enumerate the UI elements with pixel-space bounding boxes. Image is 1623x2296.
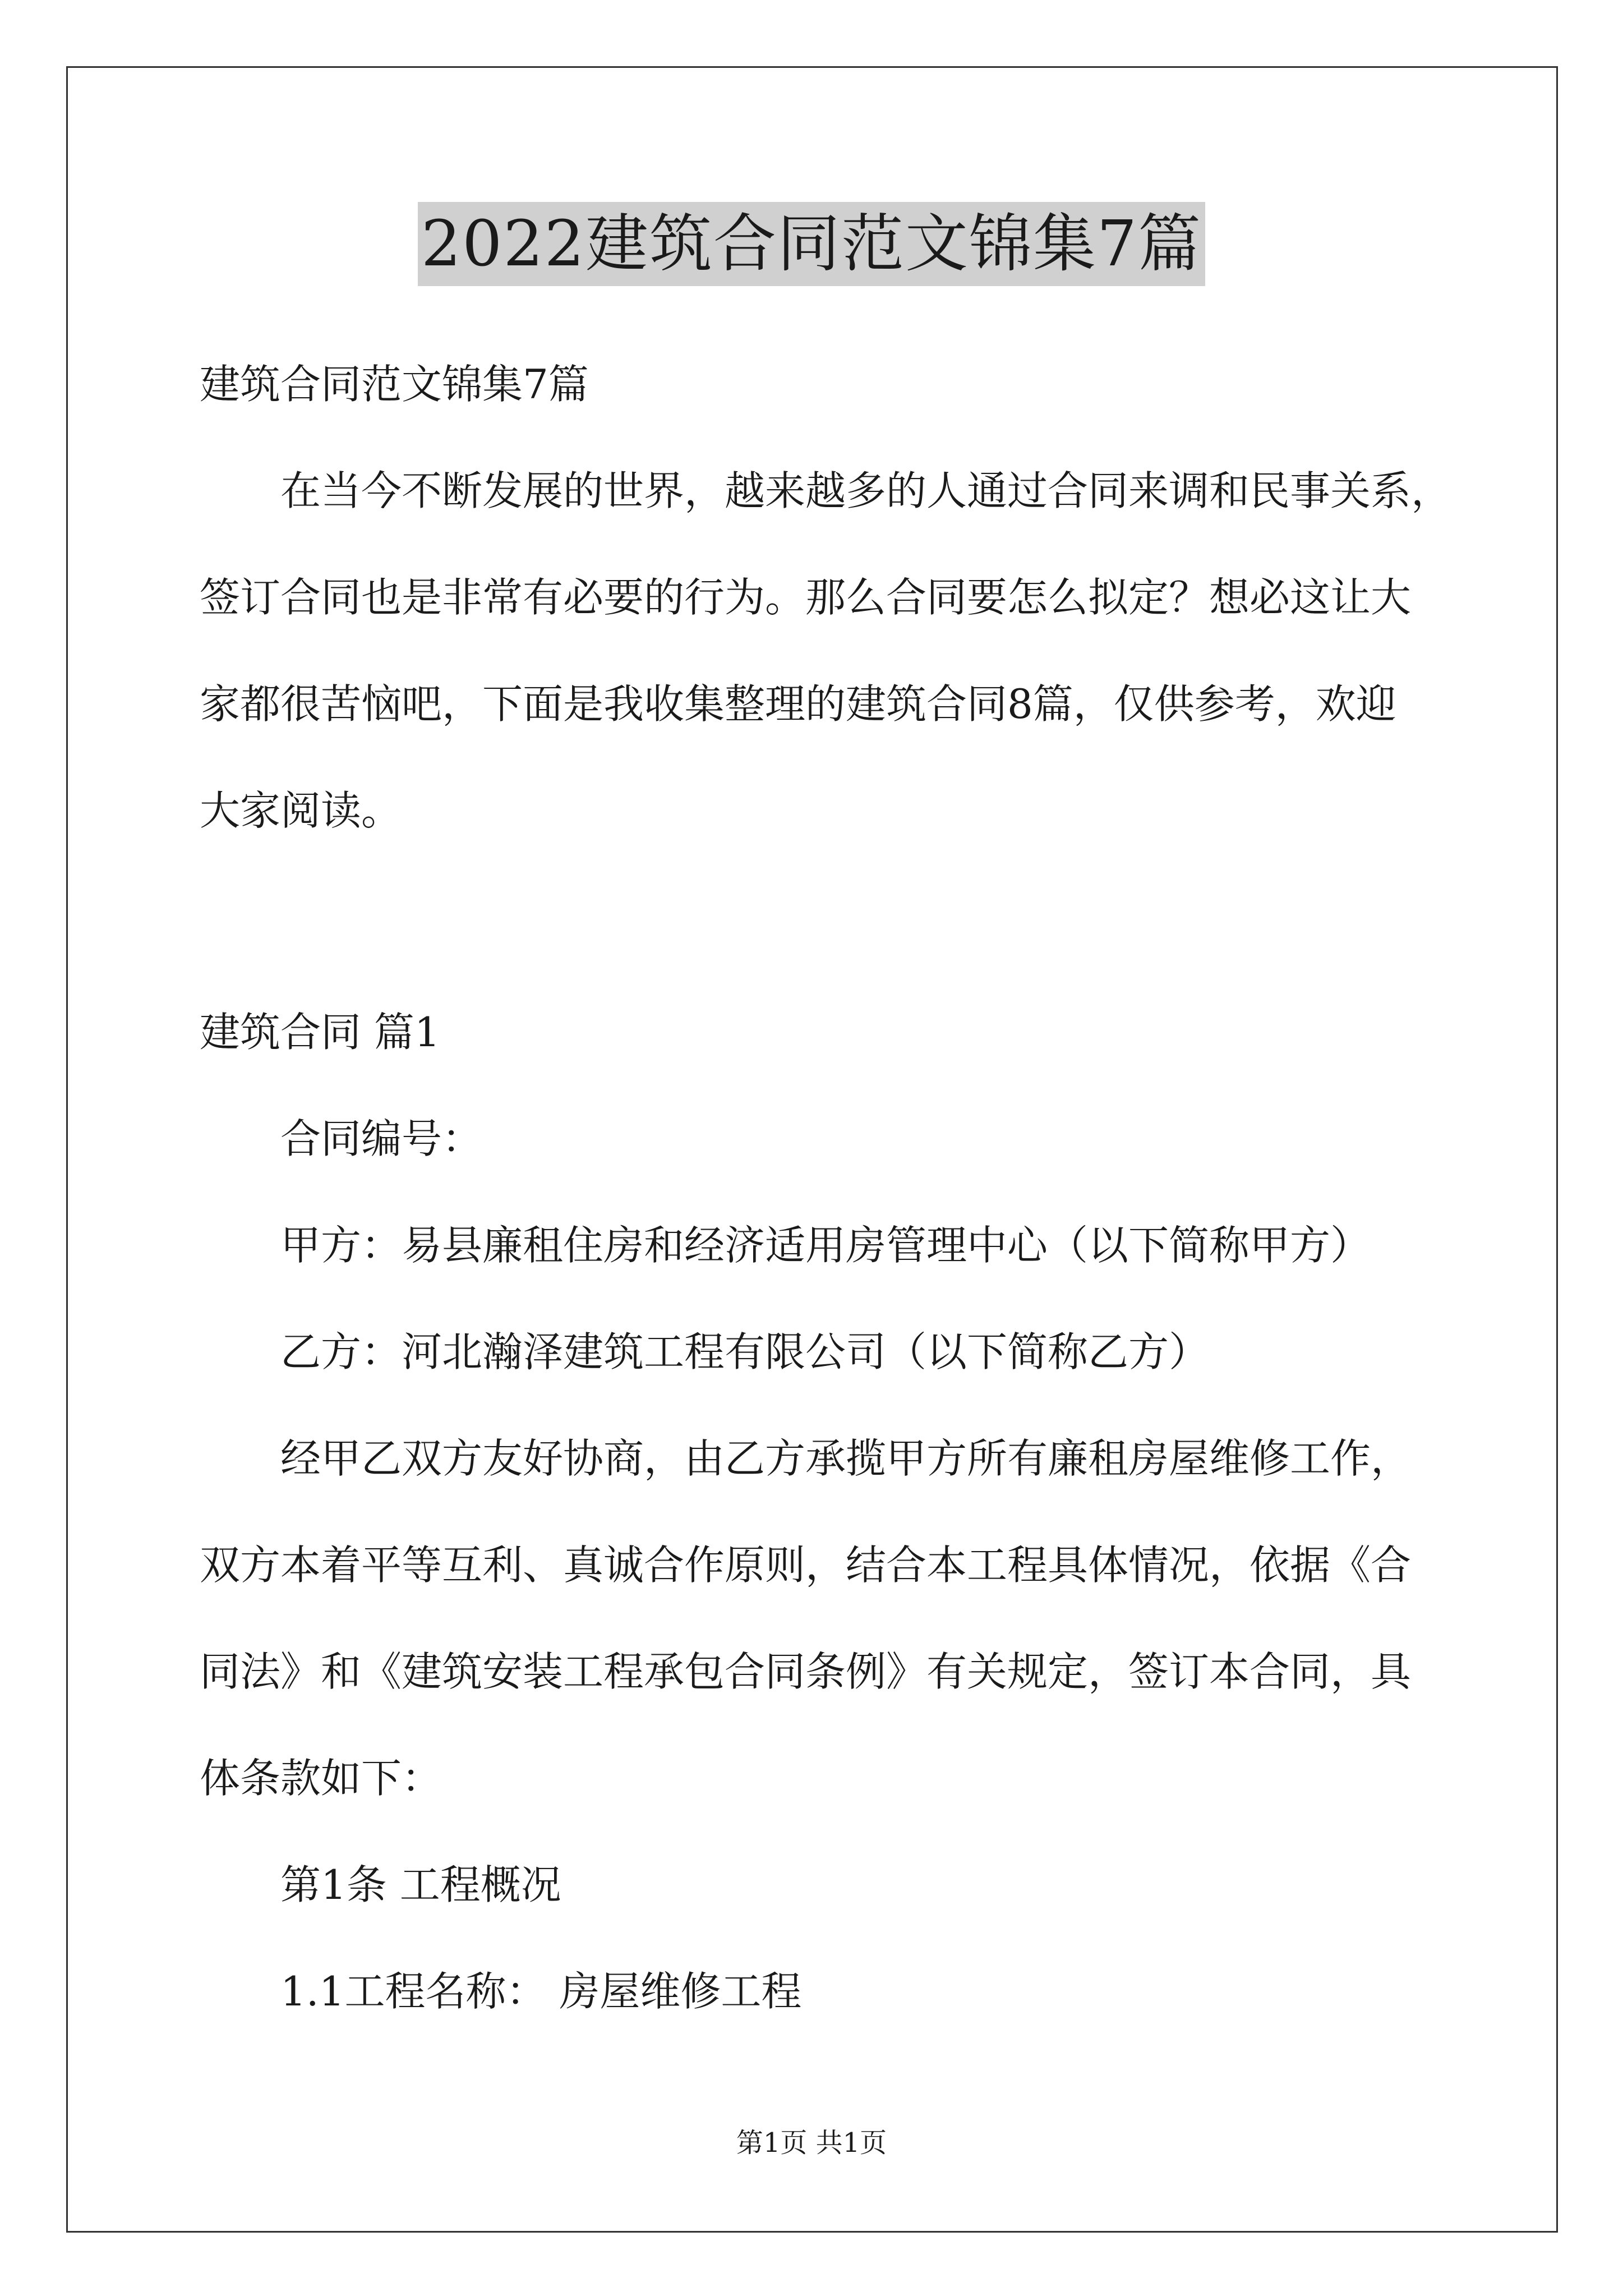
body-paragraph [200, 1405, 1456, 1832]
contract-number: 合同编号： [280, 1115, 483, 1162]
intro-line: 在当今不断发展的世界，越来越多的人通过合同来调和民事关系， [280, 467, 1452, 514]
party-b: 乙方：河北瀚泽建筑工程有限公司（以下简称乙方） [280, 1328, 1210, 1375]
intro-line: 家都很苦恼吧，下面是我收集整理的建筑合同8篇，仅供参考，欢迎 [200, 680, 1396, 728]
article-heading: 第1条 工程概况 [280, 1861, 561, 1908]
body-line: 经甲乙双方友好协商，由乙方承揽甲方所有廉租房屋维修工作， [280, 1435, 1412, 1482]
title-wrap [0, 202, 1623, 286]
intro-line: 大家阅读。 [200, 787, 402, 834]
body-line: 同法》和《建筑安装工程承包合同条例》有关规定，签订本合同，具 [200, 1648, 1412, 1695]
subtitle: 建筑合同范文锦集7篇 [200, 361, 589, 408]
section-heading: 建筑合同 篇1 [200, 1009, 440, 1056]
page-footer: 第1页 共1页 [736, 2127, 887, 2159]
intro-line: 签订合同也是非常有必要的行为。那么合同要怎么拟定？想必这让大 [200, 574, 1412, 621]
party-a: 甲方：易县廉租住房和经济适用房管理中心（以下简称甲方） [280, 1222, 1371, 1269]
body-line: 双方本着平等互利、真诚合作原则，结合本工程具体情况，依据《合 [200, 1542, 1412, 1589]
body-line: 体条款如下： [200, 1755, 442, 1802]
article-item: 1.1工程名称： 房屋维修工程 [280, 1968, 802, 2015]
intro-paragraph [200, 438, 1456, 864]
document-title: 2022建筑合同范文锦集7篇 [418, 202, 1205, 286]
